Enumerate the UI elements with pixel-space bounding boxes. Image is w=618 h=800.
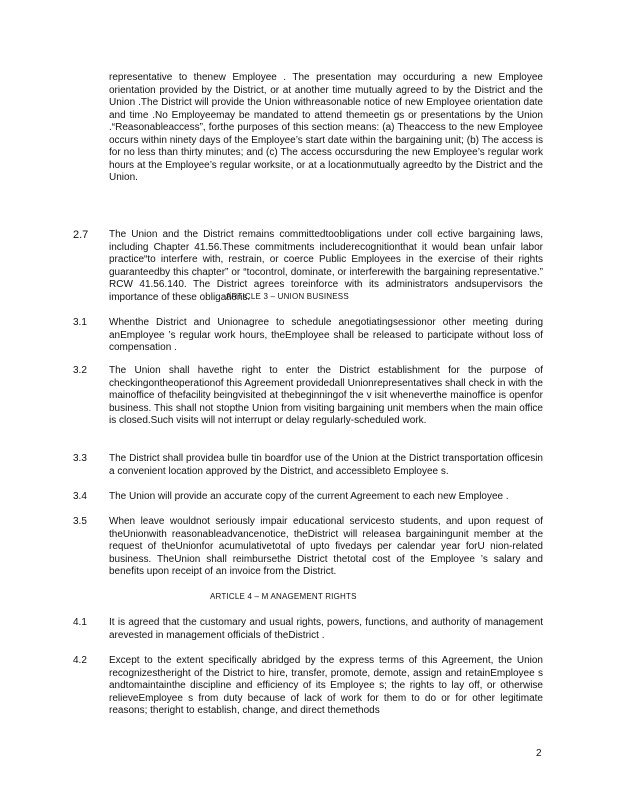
section-text: When leave wouldnot seriously impair educational servicesto students, and upon request of theUnionwith reasonableadvancenotice, theDistrict will releasea bargainingunit member at the request of theUnionfor acumulativetotal of upto fivedays per calendar year forU nion-related business. TheUnion shall reimbursethe District thetotal cost of the Employee ’s salary and benefits upon receipt of an invoice from the District. bbox=[109, 516, 543, 577]
section-number: 3.1 bbox=[73, 317, 87, 328]
section-number: 3.5 bbox=[73, 516, 87, 527]
page-number: 2 bbox=[536, 748, 542, 759]
section-number: 4.1 bbox=[73, 617, 87, 628]
section-text: The Union will provide an accurate copy of the current Agreement to each new Employee . bbox=[109, 491, 509, 502]
section-number: 3.4 bbox=[73, 491, 87, 502]
article-heading: ARTICLE 4 – M ANAGEMENT RIGHTS bbox=[210, 592, 357, 601]
article-heading: ARTICLE 3 – UNION BUSINESS bbox=[226, 292, 349, 301]
section-text: The Union shall havethe right to enter the District establishment for the purpose of checkingontheoperationof this Agreement providedall Unionrepresentatives shall check in with the mainoffice of thefacility beingvisited at thebeginningof the v isit wheneverthe mainoffice is openfor business. This shall not stopthe Union from visiting bargaining unit members when the main office is closed.Such visits will not interrupt or delay regularly-scheduled work. bbox=[109, 365, 543, 426]
section-text: Except to the extent specifically abridged by the express terms of this Agreement, the Union recognizestheright of the District to hire, transfer, promote, demote, assign and retainEmployee s andtomaintainthe discipline and efficiency of its Employee s; the rights to lay off, or otherwise relieveEmployee s from duty because of lack of work for them to do or for other legitimate reasons; theright to establish, change, and direct themethods bbox=[109, 655, 543, 716]
continuation-paragraph: representative to thenew Employee . The presentation may occurduring a new Employee orientation provided by the District, or at another time mutually agreed to by the District and the Union .The District will provide the Union withreasonable notice of new Employee orientation date and time .No Employeemay be mandated to attend themeetin gs or presentations by the Union .“Reasonableaccess”, forthe purposes of this section means: (a) Theaccess to the new Employee occurs within ninety days of the Employee’s start date within the bargaining unit; (b) The access is for no less than thirty minutes; and (c) The access occursduring the new Employee’s regular work hours at the Employee’s regular worksite, or at a locationmutually agreedto by the District and the Union. bbox=[109, 72, 543, 183]
section-text: The Union and the District remains committedtoobligations under coll ective bargaining laws, including Chapter 41.56.These commitments includerecognitionthat it would bean unfair labor practice“to interfere with, restrain, or coerce Public Employees in the exercise of their rights guaranteedby this chapter” or “tocontrol, dominate, or interferewith the bargaining representative.” RCW 41.56.140. The District agrees toreinforce with its administrators andsupervisors the importance of these obligations. bbox=[109, 229, 543, 303]
section-text: It is agreed that the customary and usual rights, powers, functions, and authority of management arevested in management officials of theDistrict . bbox=[109, 617, 543, 641]
section-text: Whenthe District and Unionagree to schedule anegotiatingsessionor other meeting during anEmployee ’s regular work hours, theEmployee shall be released to participate without loss of compensation . bbox=[109, 317, 543, 353]
section-number: 3.2 bbox=[73, 365, 87, 376]
section-text: The District shall providea bulle tin boardfor use of the Union at the District transportation officesin a convenient location approved by the District, and accessibleto Employee s. bbox=[109, 453, 543, 477]
section-number: 2.7 bbox=[73, 229, 89, 241]
section-number: 4.2 bbox=[73, 655, 87, 666]
section-number: 3.3 bbox=[73, 453, 87, 464]
